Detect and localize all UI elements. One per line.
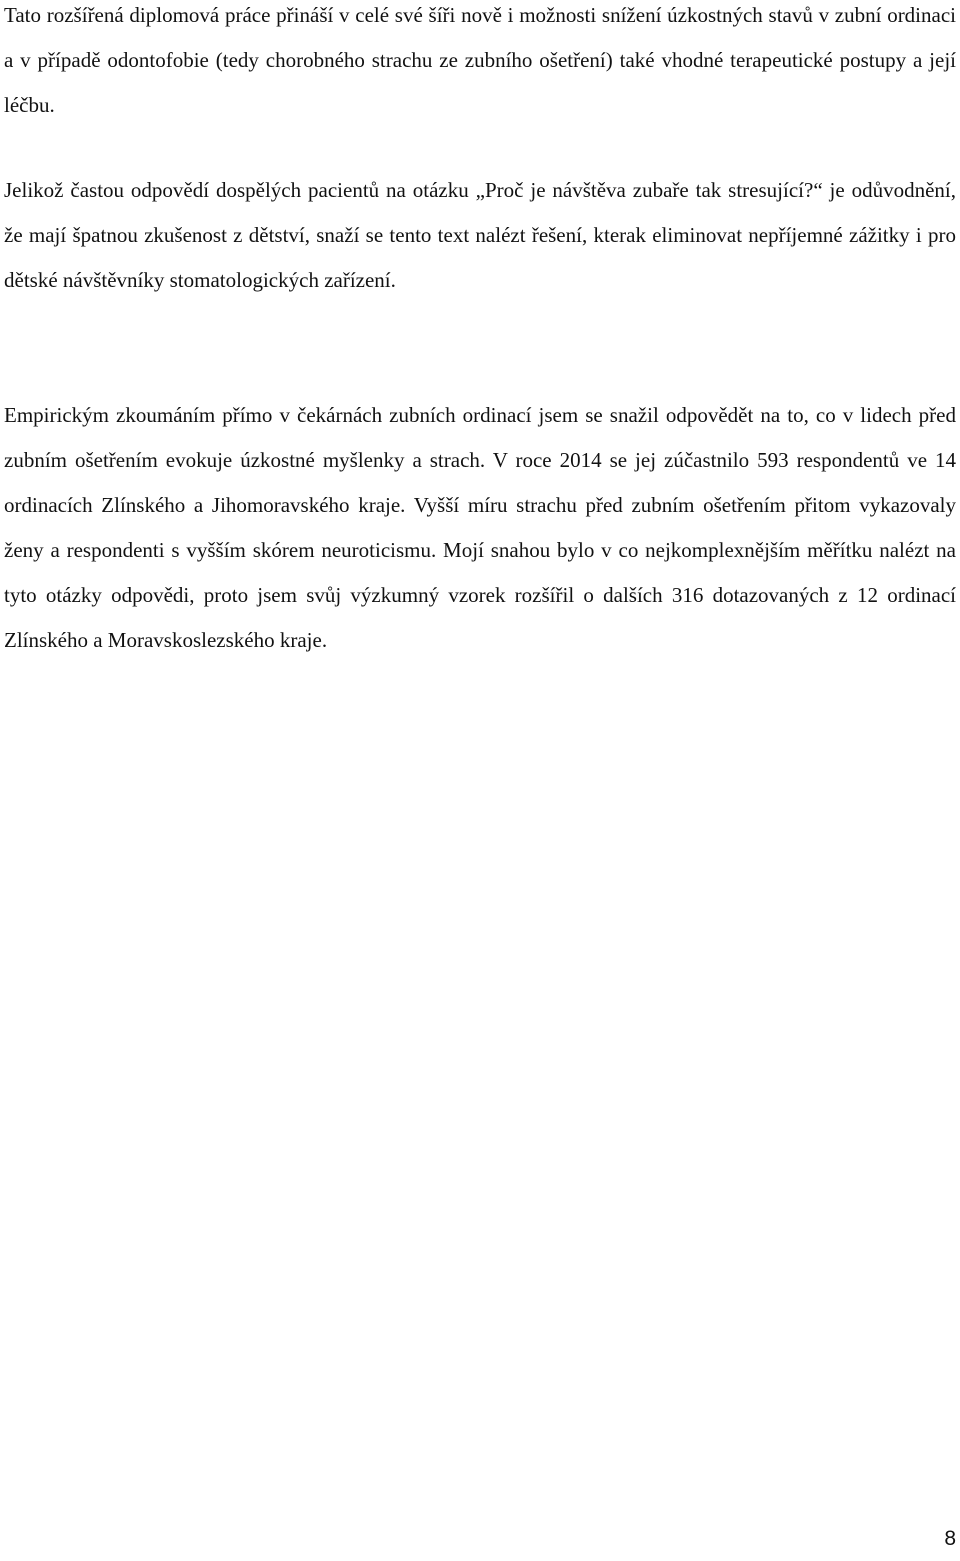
paragraph-motivation: Jelikož častou odpovědí dospělých pacientů na otázku „Proč je návštěva zubaře tak stresující?“ je odůvodnění, že mají špatnou zkušenost z dětství, snaží se tento text nalézt řešení, kterak eliminovat nepříjemné zážitky i pro dětské návštěvníky stomatologických zařízení.: [4, 178, 956, 292]
paragraph-research: Empirickým zkoumáním přímo v čekárnách zubních ordinací jsem se snažil odpovědět na to, co v lidech před zubním ošetřením evokuje úzkostné myšlenky a strach. V roce 2014 se jej zúčastnilo 593 respondentů ve 14 ordinacích Zlínského a Jihomoravského kraje. Vyšší míru strachu před zubním ošetřením přitom vykazovaly ženy a respondenti s vyšším skórem neuroticismu. Mojí snahou bylo v co nejkomplexnějším měřítku nalézt na tyto otázky odpovědi, proto jsem svůj výzkumný vzorek rozšířil o dalších 316 dotazovaných z 12 ordinací Zlínského a Moravskoslezského kraje.: [4, 403, 956, 652]
page-number: 8: [944, 1527, 956, 1550]
paragraph-intro: Tato rozšířená diplomová práce přináší v celé své šíři nově i možnosti snížení úzkostných stavů v zubní ordinaci a v případě odontofobie (tedy chorobného strachu ze zubního ošetření) také vhodné terapeutické postupy a její léčbu.: [4, 3, 956, 117]
